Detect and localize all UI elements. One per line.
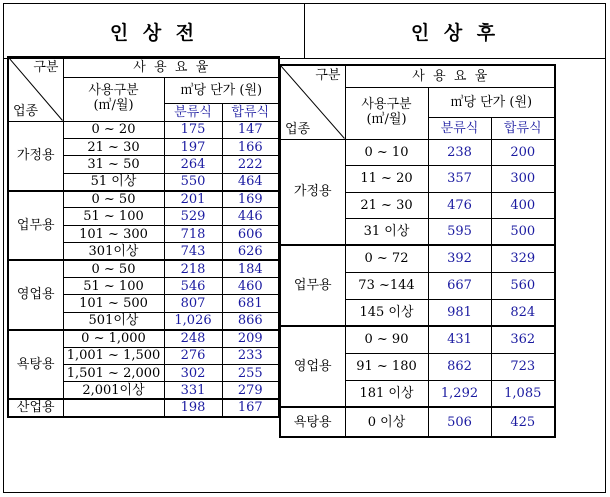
header-row <box>280 65 555 87</box>
combined-rate-cell: 167 <box>222 399 279 416</box>
combined-rate-cell: 209 <box>222 330 279 347</box>
separate-rate-cell: 506 <box>428 407 491 437</box>
separate-system-header: 분류식 <box>428 117 491 139</box>
corner-header <box>8 57 63 121</box>
category-cell: 업무용 <box>280 245 345 326</box>
combined-rate-cell: 147 <box>222 121 279 138</box>
separate-rate-cell: 981 <box>428 299 491 326</box>
range-cell: 51 ~ 100 <box>63 278 164 295</box>
separate-rate-cell: 667 <box>428 272 491 299</box>
combined-system-header: 합류식 <box>491 117 555 139</box>
range-cell: 0 ~ 90 <box>345 326 428 353</box>
combined-rate-cell: 1,085 <box>491 380 555 407</box>
range-cell: 181 이상 <box>345 380 428 407</box>
separate-rate-cell: 302 <box>164 364 222 381</box>
separate-rate-cell: 248 <box>164 330 222 347</box>
range-cell: 145 이상 <box>345 299 428 326</box>
range-cell: 51 ~ 100 <box>63 208 164 225</box>
combined-rate-cell: 866 <box>222 312 279 329</box>
separate-rate-cell: 862 <box>428 353 491 380</box>
category-cell: 가정용 <box>8 121 63 191</box>
range-cell: 51 이상 <box>63 173 164 190</box>
combined-rate-cell: 169 <box>222 191 279 208</box>
separate-rate-cell: 718 <box>164 225 222 242</box>
table-row <box>8 260 279 277</box>
range-cell: 31 ~ 50 <box>63 156 164 173</box>
combined-rate-cell: 606 <box>222 225 279 242</box>
range-cell: 0 ~ 50 <box>63 191 164 208</box>
range-cell: 301이상 <box>63 243 164 260</box>
upjong-label: 업종 <box>285 121 311 137</box>
separate-rate-cell: 807 <box>164 295 222 312</box>
category-cell: 욕탕용 <box>8 330 63 400</box>
separate-rate-cell: 198 <box>164 399 222 416</box>
combined-rate-cell: 464 <box>222 173 279 190</box>
range-cell: 0 ~ 1,000 <box>63 330 164 347</box>
combined-rate-cell: 626 <box>222 243 279 260</box>
range-cell: 2,001이상 <box>63 382 164 399</box>
gubun-label: 구분 <box>33 60 59 75</box>
usage-unit-label: (㎥/월) <box>93 98 134 113</box>
usage-class-header <box>63 77 164 121</box>
combined-rate-cell: 255 <box>222 364 279 381</box>
separate-rate-cell: 197 <box>164 138 222 155</box>
range-cell: 91 ~ 180 <box>345 353 428 380</box>
separate-rate-cell: 331 <box>164 382 222 399</box>
usage-fee-header: 사 용 요 율 <box>345 65 555 87</box>
separate-rate-cell: 550 <box>164 173 222 190</box>
category-cell: 욕탕용 <box>280 407 345 437</box>
after-heading: 인 상 후 <box>410 21 500 44</box>
unit-price-header: ㎥당 단가 (원) <box>428 87 555 117</box>
category-cell: 영업용 <box>280 326 345 407</box>
gubun-label: 구분 <box>315 68 341 83</box>
category-cell: 영업용 <box>8 260 63 330</box>
range-cell: 0 ~ 50 <box>63 260 164 277</box>
corner-header <box>280 65 345 139</box>
table-row <box>280 139 555 166</box>
range-cell: 1,001 ~ 1,500 <box>63 347 164 364</box>
separate-rate-cell: 476 <box>428 192 491 219</box>
combined-rate-cell: 425 <box>491 407 555 437</box>
range-cell: 0 ~ 10 <box>345 139 428 166</box>
separate-rate-cell: 357 <box>428 166 491 193</box>
table-row <box>280 407 555 437</box>
separate-rate-cell: 392 <box>428 245 491 272</box>
table-row <box>8 399 279 416</box>
category-cell: 가정용 <box>280 139 345 245</box>
unit-price-header: ㎥당 단가 (원) <box>164 77 279 103</box>
category-cell: 산업용 <box>8 399 63 416</box>
combined-rate-cell: 200 <box>491 139 555 166</box>
combined-rate-cell: 166 <box>222 138 279 155</box>
range-cell: 101 ~ 300 <box>63 225 164 242</box>
range-cell: 21 ~ 30 <box>345 192 428 219</box>
separate-rate-cell: 218 <box>164 260 222 277</box>
combined-rate-cell: 446 <box>222 208 279 225</box>
separate-rate-cell: 175 <box>164 121 222 138</box>
range-cell: 501이상 <box>63 312 164 329</box>
separate-rate-cell: 546 <box>164 278 222 295</box>
before-heading: 인 상 전 <box>4 4 305 58</box>
combined-rate-cell: 300 <box>491 166 555 193</box>
combined-rate-cell: 400 <box>491 192 555 219</box>
separate-rate-cell: 276 <box>164 347 222 364</box>
separate-rate-cell: 529 <box>164 208 222 225</box>
separate-rate-cell: 1,026 <box>164 312 222 329</box>
table-row <box>280 245 555 272</box>
range-cell <box>63 399 164 416</box>
separate-rate-cell: 1,292 <box>428 380 491 407</box>
upjong-label: 업종 <box>13 103 39 119</box>
range-cell: 11 ~ 20 <box>345 166 428 193</box>
usage-class-label: 사용구분 <box>361 97 412 113</box>
range-cell: 21 ~ 30 <box>63 138 164 155</box>
separate-rate-cell: 431 <box>428 326 491 353</box>
combined-rate-cell: 681 <box>222 295 279 312</box>
separate-rate-cell: 264 <box>164 156 222 173</box>
combined-rate-cell: 723 <box>491 353 555 380</box>
table-row <box>8 191 279 208</box>
usage-class-header <box>345 87 428 139</box>
combined-rate-cell: 233 <box>222 347 279 364</box>
combined-rate-cell: 329 <box>491 245 555 272</box>
combined-rate-cell: 184 <box>222 260 279 277</box>
range-cell: 0 ~ 20 <box>63 121 164 138</box>
separate-rate-cell: 238 <box>428 139 491 166</box>
combined-rate-cell: 560 <box>491 272 555 299</box>
range-cell: 0 ~ 72 <box>345 245 428 272</box>
combined-rate-cell: 279 <box>222 382 279 399</box>
before-rate-table <box>7 56 280 418</box>
after-rate-table <box>279 64 556 438</box>
range-cell: 73 ~144 <box>345 272 428 299</box>
usage-unit-label: (㎥/월) <box>366 112 407 127</box>
range-cell: 31 이상 <box>345 219 428 246</box>
table-row <box>280 326 555 353</box>
combined-rate-cell: 500 <box>491 219 555 246</box>
range-cell: 101 ~ 500 <box>63 295 164 312</box>
combined-rate-cell: 824 <box>491 299 555 326</box>
separate-rate-cell: 743 <box>164 243 222 260</box>
combined-rate-cell: 222 <box>222 156 279 173</box>
usage-fee-header: 사 용 요 율 <box>63 57 279 77</box>
combined-rate-cell: 362 <box>491 326 555 353</box>
combined-system-header: 합류식 <box>222 103 279 121</box>
table-row <box>8 121 279 138</box>
separate-system-header: 분류식 <box>164 103 222 121</box>
category-cell: 업무용 <box>8 191 63 261</box>
header-row <box>8 57 279 77</box>
range-cell: 1,501 ~ 2,000 <box>63 364 164 381</box>
combined-rate-cell: 460 <box>222 278 279 295</box>
range-cell: 0 이상 <box>345 407 428 437</box>
separate-rate-cell: 201 <box>164 191 222 208</box>
usage-class-label: 사용구분 <box>88 83 139 99</box>
separate-rate-cell: 595 <box>428 219 491 246</box>
table-row <box>8 330 279 347</box>
